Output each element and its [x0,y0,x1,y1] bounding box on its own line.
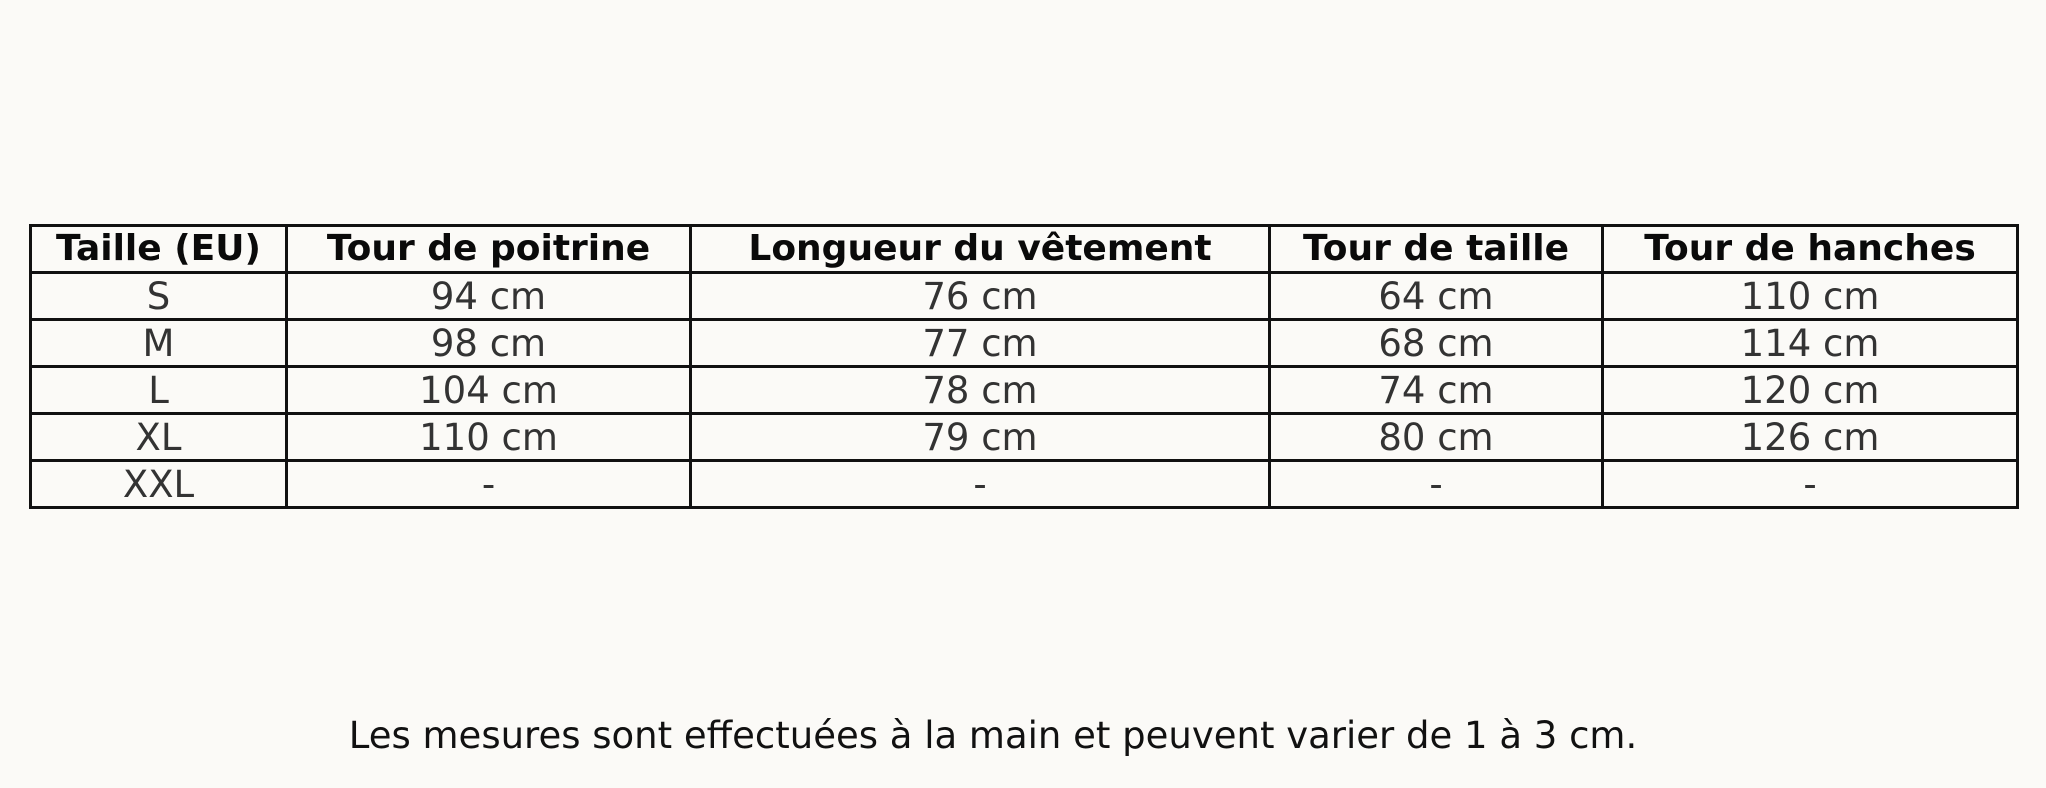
measurement-note: Les mesures sont effectuées à la main et peuvent varier de 1 à 3 cm. [348,714,1638,757]
header-hips: Tour de hanches [1603,226,2018,273]
cell-hips: 110 cm [1603,273,2018,320]
cell-hips: 120 cm [1603,367,2018,414]
cell-size: L [31,367,287,414]
cell-waist: 74 cm [1270,367,1603,414]
header-length: Longueur du vêtement [691,226,1270,273]
cell-hips: 126 cm [1603,414,2018,461]
cell-waist: - [1270,461,1603,508]
table-header-row [31,226,2018,273]
table-row [31,367,2018,414]
header-chest: Tour de poitrine [287,226,691,273]
cell-chest: 104 cm [287,367,691,414]
cell-waist: 64 cm [1270,273,1603,320]
table-row [31,273,2018,320]
table-row [31,461,2018,508]
cell-waist: 68 cm [1270,320,1603,367]
cell-size: XXL [31,461,287,508]
cell-size: XL [31,414,287,461]
cell-chest: 94 cm [287,273,691,320]
cell-chest: 110 cm [287,414,691,461]
header-size: Taille (EU) [31,226,287,273]
cell-waist: 80 cm [1270,414,1603,461]
header-waist: Tour de taille [1270,226,1603,273]
cell-chest: 98 cm [287,320,691,367]
cell-length: 77 cm [691,320,1270,367]
table-row [31,320,2018,367]
cell-size: S [31,273,287,320]
cell-size: M [31,320,287,367]
size-chart-table [29,224,2019,509]
table-row [31,414,2018,461]
cell-length: 79 cm [691,414,1270,461]
cell-chest: - [287,461,691,508]
cell-hips: - [1603,461,2018,508]
cell-length: 76 cm [691,273,1270,320]
cell-hips: 114 cm [1603,320,2018,367]
cell-length: - [691,461,1270,508]
cell-length: 78 cm [691,367,1270,414]
